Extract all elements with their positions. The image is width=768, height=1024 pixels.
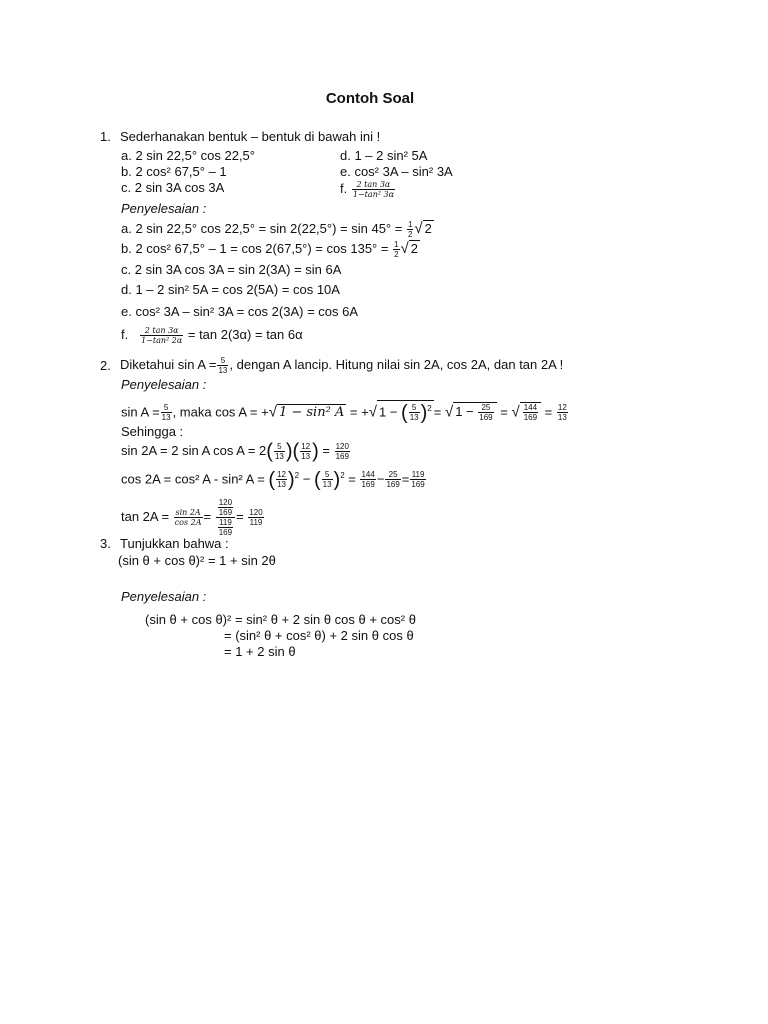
q2-prompt [120, 356, 563, 375]
fraction-numerator: sin 2A [175, 508, 201, 517]
fraction [557, 403, 568, 422]
q2-tan2a-line [121, 498, 265, 537]
fraction-denominator: 13 [322, 480, 332, 490]
paren-close: ) [420, 401, 428, 424]
q2-cos-line [121, 400, 569, 422]
q2-number: 2. [100, 358, 111, 373]
fraction-numerator: 5 [161, 403, 172, 413]
radicand: 2 [424, 221, 432, 236]
q2-cos2a-line [121, 468, 427, 489]
compound-denominator [216, 518, 235, 537]
fraction-numerator: 119 [219, 518, 232, 527]
radical-sign: √ [368, 403, 377, 421]
fraction-denominator: 13 [277, 480, 286, 490]
fraction [161, 403, 172, 422]
fraction-denominator: 169 [218, 528, 233, 537]
fraction-numerator: 120 [335, 442, 349, 451]
fraction-numerator: 1 [394, 240, 399, 250]
fraction-denominator: 2 [407, 230, 413, 240]
math-text: = [318, 442, 334, 458]
fraction-denominator: 169 [479, 413, 493, 423]
fraction-denominator: 169 [411, 480, 425, 490]
q1-number: 1. [100, 129, 111, 144]
fraction-numerator: 144 [361, 470, 375, 480]
q1-solution-d: d. 1 – 2 sin² 5A = cos 2(5A) = cos 10A [121, 282, 340, 297]
fraction-denominator: 13 [301, 452, 311, 461]
paren-close: ) [333, 468, 341, 491]
q1-item-a: a. 2 sin 22,5° cos 22,5° [121, 148, 255, 163]
fraction-numerator: 144 [523, 403, 538, 413]
math-text: tan 2A = [121, 508, 170, 524]
fraction-numerator: 5 [409, 403, 420, 413]
fraction [276, 470, 287, 489]
fraction-denominator: 13 [409, 413, 419, 423]
compound-numerator [216, 498, 235, 518]
fraction-denominator: 119 [249, 518, 263, 527]
q2-sehingga: Sehingga : [121, 424, 184, 439]
fraction [218, 518, 233, 537]
exponent: 2 [427, 404, 432, 413]
fraction [335, 442, 350, 461]
fraction-numerator: 5 [217, 356, 228, 366]
radical-sign: √ [400, 240, 409, 257]
fraction-numerator: 25 [385, 470, 400, 480]
paren-open: ( [292, 440, 300, 463]
fraction [274, 442, 285, 461]
q3-number: 3. [100, 536, 111, 551]
fraction-numerator: 5 [274, 442, 285, 452]
radicand-group [520, 402, 541, 422]
solution-text: a. 2 sin 22,5° cos 22,5° = sin 2(22,5°) = sin 45° = [121, 221, 406, 236]
fraction [174, 508, 203, 527]
paren-open: ( [401, 401, 408, 424]
math-text: sin 2A = 2 sin A cos A = 2 [121, 442, 267, 458]
fraction-denominator: 2 [394, 250, 399, 260]
fraction [407, 220, 413, 239]
fraction-numerator: 12 [557, 403, 567, 413]
q3-identity: (sin θ + cos θ)² = 1 + sin 2θ [118, 553, 276, 568]
q1-prompt: Sederhanakan bentuk – bentuk di bawah ini ! [120, 129, 381, 144]
math-text: = [544, 404, 553, 420]
fraction-denominator: 169 [335, 452, 349, 461]
q1-item-b: b. 2 cos² 67,5° – 1 [121, 164, 227, 179]
q1-solution-f [121, 326, 303, 345]
fraction-denominator: cos 2A [174, 518, 202, 527]
fraction [410, 470, 425, 489]
compound-fraction [216, 498, 235, 537]
fraction-denominator: 169 [361, 480, 375, 490]
radicand-group [377, 400, 434, 422]
fraction-numerator: 120 [249, 508, 263, 517]
fraction-denominator: 169 [218, 508, 233, 517]
q1-solution-label: Penyelesaian : [121, 201, 207, 216]
exponent: 2 [294, 471, 300, 480]
fraction-denominator: 13 [218, 366, 228, 375]
prompt-text: Diketahui sin A = [120, 356, 217, 372]
math-text: − [299, 471, 314, 487]
fraction-numerator: 12 [277, 470, 286, 480]
fraction-numerator: 5 [322, 470, 333, 480]
fraction-denominator: 169 [386, 480, 400, 490]
paren-open: ( [268, 468, 276, 491]
q3-prompt: Tunjukkan bahwa : [120, 536, 229, 551]
fraction-denominator: 13 [161, 413, 171, 423]
fraction-numerator: 1 [407, 220, 413, 230]
math-text: = [500, 404, 508, 420]
paren-close: ) [285, 440, 293, 463]
fraction-denominator: 13 [274, 452, 284, 461]
solution-text: = tan 2(3α) = tan 6α [184, 326, 303, 342]
radical-sign: √ [268, 403, 277, 421]
solution-label-f: f. [121, 326, 129, 342]
fraction-numerator: 2 tan 3α [352, 180, 395, 190]
fraction [409, 403, 420, 422]
fraction-numerator: 2 tan 3α [140, 326, 183, 336]
exponent: 2 [340, 471, 345, 480]
paren-open: ( [266, 440, 273, 463]
q2-solution-label: Penyelesaian : [121, 377, 207, 392]
q1-item-f-label: f. [340, 180, 348, 196]
q1-item-e: e. cos² 3A – sin² 3A [340, 164, 453, 179]
solution-text: b. 2 cos² 67,5° – 1 = cos 2(67,5°) = cos 135° = [121, 241, 393, 256]
math-text: = + [346, 404, 369, 420]
math-text: = [236, 508, 244, 524]
fraction-numerator: 12 [301, 442, 311, 451]
fraction [300, 442, 311, 461]
fraction [217, 356, 228, 375]
fraction [218, 498, 233, 517]
q3-solution-line-3: = 1 + 2 sin θ [224, 644, 296, 659]
q1-item-f [340, 180, 396, 199]
radicand-group [453, 402, 496, 422]
radicand: 1 − sin² A [278, 405, 345, 421]
fraction [478, 403, 493, 422]
fraction-numerator: 119 [411, 470, 425, 480]
math-text: − [376, 471, 385, 487]
fraction [385, 470, 400, 489]
radical-sign: √ [414, 220, 423, 237]
q3-solution-label: Penyelesaian : [121, 589, 207, 604]
math-text: = [344, 471, 360, 487]
math-text: = [203, 508, 212, 524]
q1-solution-c: c. 2 sin 3A cos 3A = sin 2(3A) = sin 6A [121, 262, 342, 277]
fraction-numerator: 120 [218, 498, 233, 507]
fraction [393, 240, 399, 259]
q1-solution-b [121, 240, 420, 259]
math-text: , maka cos A = + [172, 404, 269, 420]
fraction [248, 508, 263, 527]
paren-close: ) [288, 468, 295, 491]
math-text: sin A = [121, 404, 160, 420]
fraction-denominator: 169 [523, 413, 538, 423]
q1-solution-a [121, 220, 434, 239]
math-text: 1 − [378, 404, 398, 420]
fraction-denominator: 13 [557, 413, 567, 423]
fraction-denominator: 1−tan² 3α [352, 190, 395, 199]
q1-item-d: d. 1 – 2 sin² 5A [340, 148, 428, 163]
fraction-numerator: 25 [478, 403, 493, 413]
fraction [322, 470, 333, 489]
paren-close: ) [312, 440, 319, 463]
q1-solution-e: e. cos² 3A – sin² 3A = cos 2(3A) = cos 6A [121, 304, 359, 319]
fraction [140, 326, 183, 345]
page-title: Contoh Soal [325, 90, 415, 107]
fraction [523, 403, 538, 422]
q3-solution-line-2: = (sin² θ + cos² θ) + 2 sin θ cos θ [224, 628, 414, 643]
math-text: 1 − [455, 404, 474, 420]
q3-solution-line-1: (sin θ + cos θ)² = sin² θ + 2 sin θ cos θ + cos² θ [145, 612, 416, 627]
math-text: = [401, 471, 410, 487]
radical-sign: √ [511, 403, 520, 421]
math-text: cos 2A = cos² A - sin² A = [121, 471, 269, 487]
q1-item-f-fraction [352, 180, 395, 199]
radical-sign: √ [444, 403, 454, 421]
paren-open: ( [313, 468, 321, 491]
math-text: = [433, 404, 442, 420]
prompt-text: , dengan A lancip. Hitung nilai sin 2A, cos 2A, dan tan 2A ! [229, 356, 564, 372]
radicand: 2 [410, 241, 418, 256]
fraction [360, 470, 375, 489]
q2-sin2a-line [121, 442, 351, 461]
q1-item-c: c. 2 sin 3A cos 3A [121, 180, 225, 195]
fraction-denominator: 1−tan² 2α [141, 336, 183, 345]
